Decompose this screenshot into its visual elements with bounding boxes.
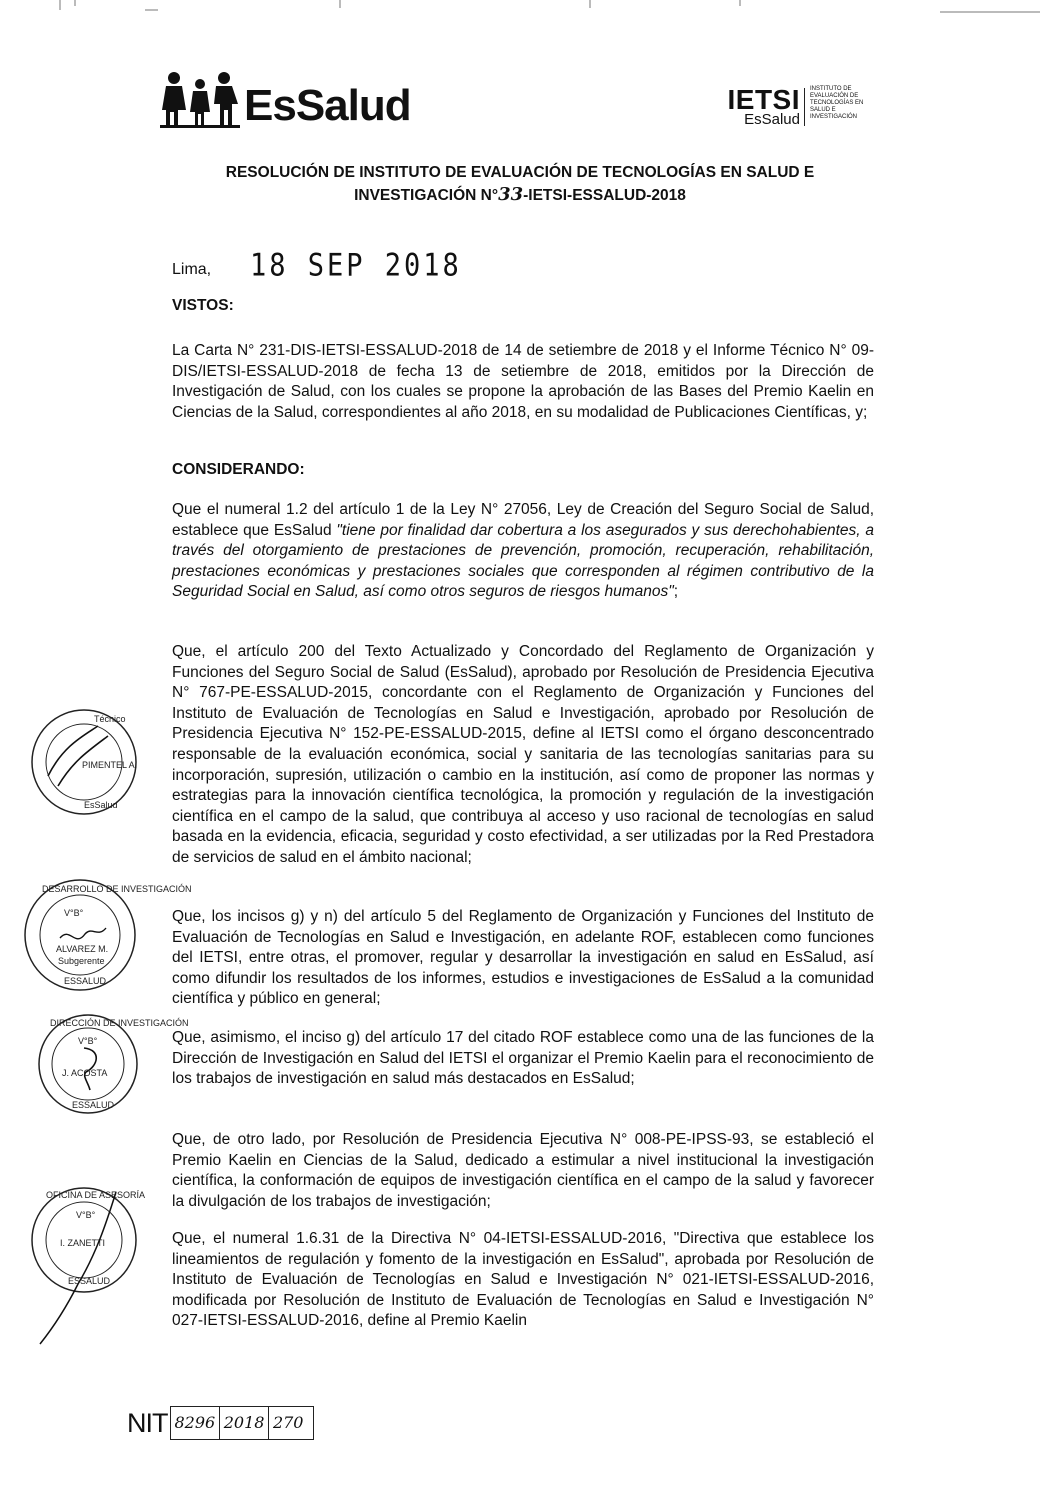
paragraph-1-text: Que el numeral 1.2 del artículo 1 de la Ley N° 27056, Ley de Creación del Seguro Social de Salud, establece que EsSalud bbox=[172, 501, 874, 539]
seal-3-vb: V°B° bbox=[78, 1036, 98, 1046]
seal-3-top: DIRECCIÓN DE INVESTIGACIÓN bbox=[50, 1018, 189, 1028]
seal-4-stamp bbox=[26, 1184, 146, 1346]
considerando-paragraph-1 bbox=[172, 500, 874, 603]
ietsi-logo-text: IETSI bbox=[727, 84, 800, 115]
essalud-logo bbox=[160, 68, 411, 128]
essalud-logo-text: EsSalud bbox=[244, 81, 411, 130]
seal-1-bottom: EsSalud bbox=[84, 800, 118, 810]
seal-3-stamp bbox=[32, 1012, 189, 1116]
ietsi-logo-description: INSTITUTO DE EVALUACIÓN DE TECNOLOGÍAS EN SALUD E INVESTIGACIÓN bbox=[810, 86, 864, 120]
nit-cell-1: 8296 bbox=[170, 1406, 221, 1440]
seal-3-name: J. ACOSTA bbox=[62, 1068, 108, 1078]
seal-2-vb: V°B° bbox=[64, 908, 84, 918]
vistos-heading: VISTOS: bbox=[172, 297, 234, 314]
seal-1-stamp bbox=[28, 706, 140, 818]
nit-label: NIT bbox=[127, 1408, 168, 1438]
considerando-paragraph-3: Que, los incisos g) y n) del artículo 5 del Reglamento de Organización y Funciones del Instituto de Evaluación de Tecnologías en Salud e Investigación, en adelante ROF, establecen como funciones del IETSI, entre otras, el promover, regular y desarrollar la investigación en salud en EsSalud, así como difundir los resultados de los informes, estudios e investigaciones de EsSalud a la comunidad científica y público en general; bbox=[172, 908, 874, 1008]
family-figures-icon bbox=[160, 70, 242, 128]
seal-4-vb: V°B° bbox=[76, 1210, 96, 1220]
scan-marks bbox=[0, 0, 1059, 20]
paragraph-1-end: ; bbox=[673, 583, 679, 601]
considerando-paragraph-4: Que, asimismo, el inciso g) del artículo 17 del citado ROF establece como una de las funciones de la Dirección de Investigación en Salud del IETSI el organizar el Premio Kaelin para el reconocimiento de los trabajos de investigación en salud más destacados en EsSalud; bbox=[172, 1029, 874, 1088]
nit-cell-3: 270 bbox=[268, 1406, 314, 1440]
considerando-paragraph-2: Que, el artículo 200 del Texto Actualizado y Concordado del Reglamento de Organización y Funciones del Seguro Social de Salud (EsSalud), aprobado por Resolución de Presidencia Ejecutiva N° 767-PE-ESSALUD-2015, concordante con el Reglamento de Organización y Funciones del Instituto de Evaluación de Tecnologías en Salud e Investigación, aprobado por Resolución de Presidencia Ejecutiva N° 152-PE-ESSALUD-2015, define al IETSI como el órgano desconcentrado responsable de la evaluación económica, social y sanitaria de las tecnologías sanitarias para su incorporación, supresión, utilización o cambio en la institución, así como de proponer las normas y estrategias para la innovación científica tecnológica, la promoción y regulación de la investigación científica en el campo de la salud, que contribuya al acceso y uso racional de tecnologías en salud basada en la evidencia, eficacia, seguridad y costo efectividad, a ser utilizadas por la Red Prestadora de servicios de salud en el ámbito nacional; bbox=[172, 643, 874, 866]
considerando-heading: CONSIDERANDO: bbox=[172, 461, 305, 478]
seal-4-bottom: ESSALUD bbox=[68, 1276, 111, 1286]
seal-3-bottom: ESSALUD bbox=[72, 1100, 115, 1110]
title-line-1: RESOLUCIÓN DE INSTITUTO DE EVALUACIÓN DE TECNOLOGÍAS EN SALUD E bbox=[225, 164, 815, 181]
vistos-paragraph: La Carta N° 231-DIS-IETSI-ESSALUD-2018 de 14 de setiembre de 2018 y el Informe Técnico N° 09-DIS/IETSI-ESSALUD-2018 de fecha 13 de setiembre de 2018, emitidos por la Dirección de Investigación de Salud, con los cuales se propone la aprobación de las Bases del Premio Kaelin en Ciencias de la Salud, correspondientes al año 2018, en su modalidad de Publicaciones Científicas, y; bbox=[172, 342, 874, 421]
title-line-2 bbox=[160, 184, 880, 207]
ietsi-separator bbox=[804, 88, 805, 126]
seal-2-top: DESARROLLO DE INVESTIGACIÓN bbox=[42, 884, 192, 894]
nit-cell-2: 2018 bbox=[219, 1406, 270, 1440]
resolution-number: 33 bbox=[498, 184, 524, 205]
seal-1-top: Técnico bbox=[94, 714, 126, 724]
resolution-title bbox=[160, 162, 880, 207]
title-suffix: -IETSI-ESSALUD-2018 bbox=[523, 187, 686, 204]
date-stamp: 18 SEP 2018 bbox=[250, 248, 462, 284]
title-prefix: INVESTIGACIÓN N° bbox=[354, 187, 499, 204]
seal-4-top: OFICINA DE ASESORÍA bbox=[46, 1190, 146, 1200]
seal-4-name: I. ZANETTI bbox=[60, 1238, 105, 1248]
considerando-paragraph-5: Que, de otro lado, por Resolución de Presidencia Ejecutiva N° 008-PE-IPSS-93, se estableció el Premio Kaelin en Ciencias de la Salud, dedicado a estimular a nivel institucional la investigación científica, la conformación de equipos de investigación científica en el campo de la salud y favorecer la divulgación de los trabajos de investigación; bbox=[172, 1131, 874, 1210]
ietsi-logo bbox=[716, 86, 876, 130]
date-label: Lima, bbox=[172, 261, 212, 278]
ietsi-logo-sub: EsSalud bbox=[744, 111, 800, 128]
seal-2-name: ALVAREZ M. bbox=[56, 944, 109, 954]
paragraph-1-quote: "tiene por finalidad dar cobertura a los asegurados y sus derechohabientes, a través del otorgamiento de prestaciones de prevención, promoción, recuperación, rehabilitación, prestaciones económicas y prestaciones sociales que corresponden al régimen contributivo de la Seguridad Social en Salud, así como otros seguros de riesgos humanos" bbox=[172, 521, 874, 601]
nit-stamp bbox=[127, 1404, 314, 1440]
seal-2-role: Subgerente bbox=[58, 956, 105, 966]
seal-2-stamp bbox=[20, 876, 192, 994]
seal-1-name: PIMENTEL A. bbox=[82, 760, 138, 770]
considerando-paragraph-6: Que, el numeral 1.6.31 de la Directiva N° 04-IETSI-ESSALUD-2016, "Directiva que establece los lineamientos de regulación y fomento de la investigación en EsSalud", aprobada por Resolución de Instituto de Evaluación de Tecnologías en Salud e Investigación N° 021-IETSI-ESSALUD-2016, modificada por Resolución de Instituto de Evaluación de Tecnologías en Salud e Investigación N° 027-IETSI-ESSALUD-2016, define al Premio Kaelin bbox=[172, 1230, 874, 1330]
seal-2-bottom: ESSALUD bbox=[64, 976, 107, 986]
